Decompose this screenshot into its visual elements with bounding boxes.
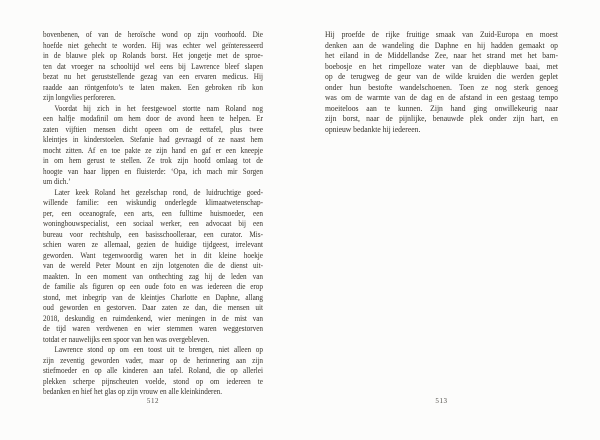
- text-line: stiefmoeder en op alle kinderen aan tafel. Roland, die op allerlei: [43, 366, 263, 375]
- text-line: stond, met inbegrip van de kleintjes Charlotte en Daphne, allang: [43, 292, 263, 302]
- text-line: Hij proefde de rijke fruitige smaak van Zuid-Europa en moest: [325, 30, 558, 39]
- text-line: zijn borst, naar de pijnlijke, benauwde plek onder zijn hart, en: [325, 114, 558, 123]
- text-line: kleintjes in kinderstoelen. Stefanie had gevraagd of ze naast hem: [43, 135, 263, 144]
- left-page-text: [43, 30, 263, 398]
- text-line: woningbouwspecialist, een sociaal werker, een advocaat bij een: [43, 219, 263, 228]
- text-line: het eiland in de Middellandse Zee, naar het strand met het bam-: [325, 51, 558, 60]
- text-line: hoefde niet gehecht te worden. Hij was echter wel geïnteresseerd: [43, 40, 263, 50]
- text-line: op de terugweg de geur van de wilde kruiden die werden geplet: [325, 72, 558, 81]
- text-line: zijn longvlies perforeren.: [43, 93, 116, 102]
- text-line: in de blauwe plek op Rolands borst. Het jongetje met de sproe-: [43, 51, 263, 60]
- right-page-number: 513: [435, 397, 448, 405]
- text-line: onder hun bestofte wandelschoenen. Toen ze nog sterk genoeg: [325, 82, 558, 92]
- text-line: bezat nu het geruststellende gezag van een ervaren medicus. Hij: [43, 72, 263, 81]
- text-line: zijn zeventig geworden vader, maar op de herinnering aan zijn: [43, 355, 263, 365]
- text-line: oud geworden en gestorven. Daar zaten ze dan, die mensen uit: [43, 303, 263, 312]
- text-line: willende familie: een wiskundig onderlegde klimaatwetenschap-: [43, 198, 263, 207]
- text-line: de tijd waren verdwenen en wier stemmen waren weggestorven: [43, 324, 263, 333]
- text-line: zaten vijftien mensen dicht opeen om de eettafel, plus twee: [43, 124, 263, 134]
- text-line: hoogte van haar lippen en fluisterde: ‘Opa, ich mach mir Sorgen: [43, 166, 263, 176]
- text-line: schien waren ze allemaal, gezien de huidige tijdgeest, irrelevant: [43, 240, 263, 249]
- text-line: mocht zitten. Af en toe pakte ze zijn hand en gaf er een kneepje: [43, 145, 263, 155]
- text-line: Voordat hij zich in het feestgewoel stortte nam Roland nog: [54, 103, 263, 113]
- text-line: ten dat vroeger na schooltijd wel eens bij Lawrence bleef slapen: [43, 61, 263, 71]
- text-line: opnieuw bedankte hij iedereen.: [325, 124, 421, 134]
- text-line: denken aan de wandeling die Daphne en hij hadden gemaakt op: [325, 40, 558, 50]
- text-line: maakten. In een moment van onthechting zag hij de leden van: [43, 271, 263, 281]
- text-line: was om de warmte van de dag en de afstand in een gestaag tempo: [325, 93, 558, 102]
- left-page: [43, 30, 263, 398]
- text-line: van de wereld Peter Mount en zijn lotgenoten die de dienst uit-: [43, 261, 263, 270]
- text-line: in om hem gerust te stellen. Ze trok zijn hoofd omlaag tot de: [43, 156, 263, 165]
- text-line: um dich.’: [43, 177, 71, 186]
- left-page-number: 512: [146, 397, 160, 405]
- text-line: boebosje en het rimpelloze water van de diepblauwe baai, met: [325, 61, 558, 71]
- text-line: totdat er nauwelijks een spoor van hen was overgebleven.: [43, 334, 210, 344]
- text-line: 2018, deskundig en ruimdenkend, wier meningen in de mist van: [43, 313, 263, 323]
- text-line: plekken scherpe pijnscheuten voelde, stond op om iedereen te: [43, 376, 263, 386]
- text-line: moeiteloos aan te kunnen. Zijn hand ging onwillekeurig naar: [325, 103, 558, 113]
- text-line: bedanken en hief het glas op zijn vrouw en alle kleinkinderen.: [43, 387, 223, 396]
- right-page: [325, 30, 558, 135]
- text-line: bureau voor rechtshulp, een basisschoolleraar, een curator. Mis-: [43, 229, 263, 239]
- text-line: raadde aan röntgenfoto’s te laten maken. Een gebroken rib kon: [43, 82, 263, 92]
- text-line: een halfje modafinil om hem door de avond heen te helpen. Er: [43, 114, 263, 123]
- text-line: Later keek Roland het gezelschap rond, de luidruchtige goed-: [54, 187, 263, 197]
- text-line: Lawrence stond op om een toost uit te brengen, niet alleen op: [54, 345, 263, 354]
- text-line: per, een oceanografe, een arts, een fulltime huismoeder, een: [43, 208, 263, 218]
- text-line: de familie als figuren op een oude foto en was iedereen die erop: [43, 282, 263, 291]
- text-line: bovenbenen, of van de heroïsche wond op zijn voorhoofd. Die: [43, 30, 263, 39]
- text-line: geworden. Want tegenwoordig waren het in dit kleine hoekje: [43, 250, 263, 260]
- right-page-text: [325, 30, 558, 135]
